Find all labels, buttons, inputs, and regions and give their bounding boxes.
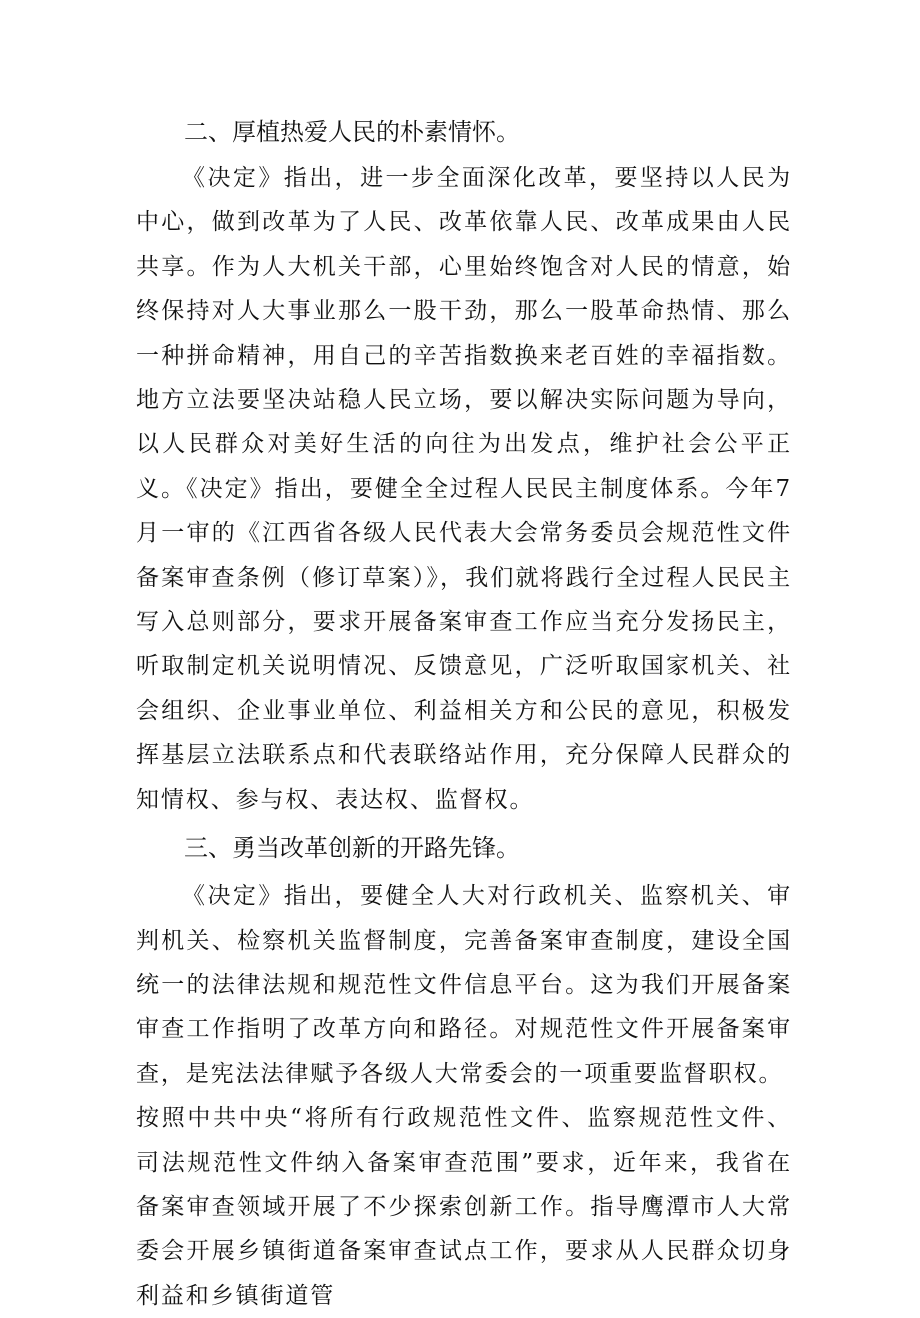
document-page <box>136 110 792 1318</box>
section-heading-3: 三、勇当改革创新的开路先锋。 <box>184 834 520 863</box>
paragraph-reform-direction: 《决定》指出，要健全人大对行政机关、监察机关、审判机关、检察机关监督制度，完善备案审查制度，建设全国统一的法律法规和规范性文件信息平台。这为我们开展备案审查工作指明了改革方向和路径。对规范性文件开展备案审查，是宪法法律赋予各级人大常委会的一项重要监督职权。 <box>136 883 792 1087</box>
paragraph-filing-review-innovation: 按照中共中央“将所有行政规范性文件、监察规范性文件、司法规范性文件纳入备案审查范围”要求，近年来，我省在备案审查领域开展了不少探索创新工作。指导鹰潭市人大常委会开展乡镇街道备案审查试点工作，要求从人民群众切身利益和乡镇街道管 <box>136 1105 792 1309</box>
section-heading-2: 二、厚植热爱人民的朴素情怀。 <box>184 118 520 146</box>
paragraph-people-sentiment: 《决定》指出，进一步全面深化改革，要坚持以人民为中心，做到改革为了人民、改革依靠人民、改革成果由人民共享。作为人大机关干部，心里始终饱含对人民的情意，始终保持对人大事业那么一股干劲，那么一股革命热情、那么一种拼命精神，用自己的辛苦指数换来老百姓的幸福指数。地方立法要坚决站稳人民立场，要以解决实际问题为导向，以人民群众对美好生活的向往为出发点，维护社会公平正义。《决定》指出，要健全全过程人民民主制度体系。今年7月一审的《江西省各级人民代表大会常务委员会规范性文件备案审查条例（修订草案）》，我们就将践行全过程人民民主写入总则部分，要求开展备案审查工作应当充分发扬民主，听取制定机关说明情况、反馈意见，广泛听取国家机关、社会组织、企业事业单位、利益相关方和公民的意见，积极发挥基层立法联系点和代表联络站作用，充分保障人民群众的知情权、参与权、表达权、监督权。 <box>136 165 792 813</box>
